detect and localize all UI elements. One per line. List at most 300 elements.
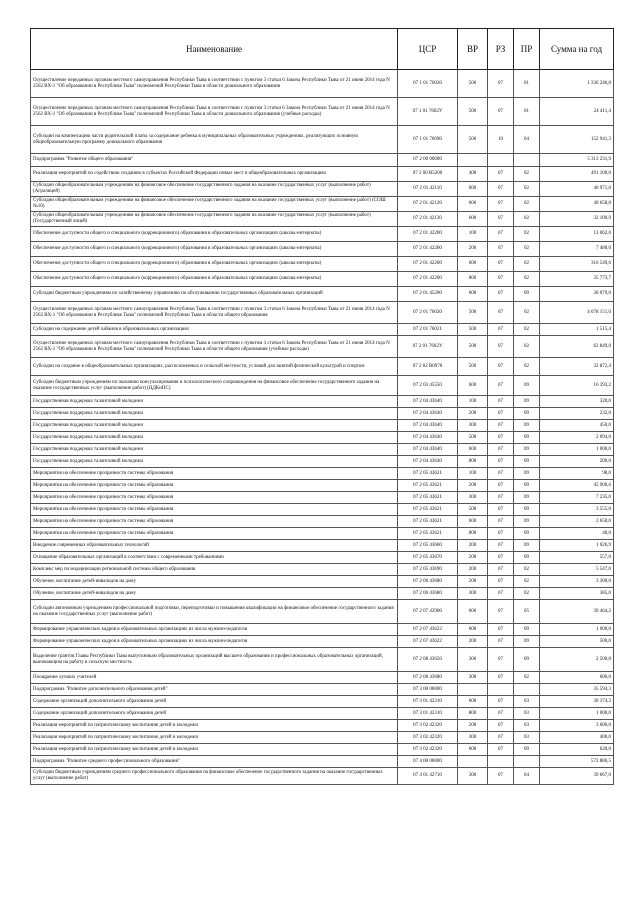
cell-sum: 400,0 (540, 732, 614, 744)
cell-csr: 07 2 02 R0970 (398, 358, 458, 376)
cell-sum: 7 480,0 (540, 242, 614, 257)
table-row (31, 684, 614, 696)
cell-pr: 02 (514, 302, 540, 324)
cell-csr: 07 2 04 43640 (398, 432, 458, 444)
cell-name: Реализация мероприятий по патриотическому воспитанию детей и молодежи (31, 744, 398, 756)
cell-pr: 01 (514, 98, 540, 126)
cell-sum: 5 547,0 (540, 564, 614, 576)
cell-csr: 07 2 01 42130 (398, 212, 458, 227)
cell-pr (514, 684, 540, 696)
cell-csr: 07 2 00 00000 (398, 154, 458, 167)
cell-csr: 07 3 02 42320 (398, 720, 458, 732)
cell-vr: 300 (458, 768, 488, 785)
cell-csr: 07 2 06 43680 (398, 588, 458, 600)
cell-name: Внедрение современных образовательных технологий (31, 540, 398, 552)
cell-rz: 07 (488, 197, 514, 212)
cell-name: Субсидии бюджетным учреждениям по хозяйственному управлению по обслуживанию государственных образовательных организаций (31, 287, 398, 302)
cell-csr: 07 2 05 43621 (398, 468, 458, 480)
cell-csr: 07 2 01 76021 (398, 324, 458, 336)
cell-vr: 600 (458, 696, 488, 708)
cell-vr: 600 (458, 212, 488, 227)
cell-pr: 02 (514, 324, 540, 336)
cell-csr: 07 1 01 76090 (398, 126, 458, 154)
cell-vr: 600 (458, 516, 488, 528)
cell-pr: 02 (514, 242, 540, 257)
cell-rz: 07 (488, 492, 514, 504)
cell-rz: 07 (488, 624, 514, 636)
cell-csr: 07 2 05 43621 (398, 480, 458, 492)
cell-rz: 07 (488, 564, 514, 576)
cell-name: Выделение грантов Главы Республики Тыва выпускникам образовательных организаций высшего образования и профессиональных образовательных организаций, выезжающим на работу в сельскую местность (31, 648, 398, 672)
cell-name: Субсидии автономным учреждениям профессиональной подготовки, переподготовки и повышения квалификации на финансовое обеспечение государственного задания на оказание государственных услуг (выполнение работ) (31, 600, 398, 624)
cell-sum: 200,0 (540, 456, 614, 468)
cell-pr: 02 (514, 182, 540, 197)
cell-vr: 800 (458, 528, 488, 540)
cell-name: Реализация мероприятий по патриотическому воспитанию детей и молодежи (31, 732, 398, 744)
cell-sum: 36 079,0 (540, 287, 614, 302)
cell-sum: 62 849,0 (540, 336, 614, 358)
cell-csr: 07 2 08 43650 (398, 648, 458, 672)
cell-rz: 07 (488, 588, 514, 600)
cell-csr: 07 4 01 42710 (398, 768, 458, 785)
cell-pr: 09 (514, 396, 540, 408)
cell-vr: 600 (458, 444, 488, 456)
cell-sum: 620,0 (540, 744, 614, 756)
cell-csr: 07 2 01 45200 (398, 287, 458, 302)
header-pr: ПР (514, 29, 540, 70)
cell-pr: 09 (514, 287, 540, 302)
cell-vr: 600 (458, 376, 488, 396)
header-vr: ВР (458, 29, 488, 70)
cell-name: Осуществление переданных органам местного самоуправления Республики Тыва в соответствии с пунктом 3 статьи 6 Закона Республики Тыва от 21 июня 2014 года N 2562 ВХ-1 "Об образовании в Республике Тыва" полномочий Республики Тыва в области общего образования (учебные расходы) (31, 336, 398, 358)
cell-name: Мероприятия на обеспечение прозрачности системы образования (31, 504, 398, 516)
cell-pr: 04 (514, 768, 540, 785)
cell-csr: 07 2 08 43680 (398, 672, 458, 684)
cell-pr: 09 (514, 492, 540, 504)
table-row (31, 182, 614, 197)
cell-sum: 557,0 (540, 552, 614, 564)
cell-vr: 600 (458, 182, 488, 197)
cell-pr (514, 154, 540, 167)
cell-csr: 07 3 00 00000 (398, 684, 458, 696)
table-row (31, 212, 614, 227)
cell-rz: 07 (488, 768, 514, 785)
cell-sum: 2 094,0 (540, 432, 614, 444)
cell-pr: 03 (514, 720, 540, 732)
cell-pr: 09 (514, 636, 540, 648)
cell-vr: 200 (458, 564, 488, 576)
cell-name: Подпрограмма "Развитие дополнительного образования детей" (31, 684, 398, 696)
cell-pr: 09 (514, 624, 540, 636)
cell-csr: 07 2 05 43690 (398, 564, 458, 576)
cell-csr: 07 2 05 43621 (398, 492, 458, 504)
cell-rz (488, 154, 514, 167)
cell-rz: 07 (488, 242, 514, 257)
cell-sum: 1 026,9 (540, 540, 614, 552)
cell-vr: 200 (458, 408, 488, 420)
cell-csr: 07 2 04 43640 (398, 444, 458, 456)
cell-pr: 09 (514, 540, 540, 552)
cell-rz: 07 (488, 744, 514, 756)
cell-rz: 07 (488, 336, 514, 358)
table-row (31, 648, 614, 672)
cell-name: Субсидии общеобразовательным учреждениям на финансовое обеспечение государственного задания на оказание государственных услуг (выполнение работ) (Агролицей) (31, 182, 398, 197)
cell-csr: 07 4 00 00000 (398, 756, 458, 768)
cell-vr: 500 (458, 504, 488, 516)
cell-rz: 07 (488, 98, 514, 126)
cell-name: Субсидии бюджетным учреждениям по оказанию консультирования и психологического сопровождения на финансовое обеспечение государственного задания на оказание государственных услуг (выполнение работ) (ЦДКиПС) (31, 376, 398, 396)
table-row (31, 272, 614, 287)
cell-sum: 30 464,2 (540, 600, 614, 624)
cell-pr: 03 (514, 708, 540, 720)
table-row (31, 420, 614, 432)
cell-vr: 800 (458, 272, 488, 287)
cell-sum: 316 549,6 (540, 257, 614, 272)
cell-csr: 07 3 02 42320 (398, 732, 458, 744)
cell-name: Формирование управленческих кадров в образовательных организациях из числа мужчин-педагогов (31, 624, 398, 636)
cell-vr: 100 (458, 396, 488, 408)
cell-pr: 02 (514, 588, 540, 600)
cell-rz: 07 (488, 696, 514, 708)
table-row (31, 444, 614, 456)
cell-sum: 2 500,0 (540, 648, 614, 672)
table-row (31, 302, 614, 324)
cell-rz: 07 (488, 272, 514, 287)
table-row (31, 720, 614, 732)
cell-sum: 3 300,0 (540, 576, 614, 588)
cell-rz: 07 (488, 480, 514, 492)
cell-sum: 152 941,3 (540, 126, 614, 154)
cell-rz: 07 (488, 227, 514, 242)
cell-csr: 07 2 01 42200 (398, 242, 458, 257)
cell-vr: 200 (458, 480, 488, 492)
cell-csr: 07 2 01 7602У (398, 336, 458, 358)
cell-sum: 24 411,4 (540, 98, 614, 126)
cell-csr: 07 1 01 7602У (398, 98, 458, 126)
cell-csr: 07 2 07 42900 (398, 600, 458, 624)
table-row (31, 576, 614, 588)
cell-rz: 07 (488, 708, 514, 720)
cell-csr: 07 2 07 43622 (398, 636, 458, 648)
cell-sum: 35 773,7 (540, 272, 614, 287)
cell-name: Государственная поддержка талантливой молодежи (31, 408, 398, 420)
cell-sum: 572 886,5 (540, 756, 614, 768)
cell-vr: 200 (458, 576, 488, 588)
cell-name: Реализация мероприятий по патриотическому воспитанию детей и молодежи (31, 720, 398, 732)
cell-csr: 07 2 05 43621 (398, 528, 458, 540)
cell-rz: 10 (488, 126, 514, 154)
cell-name: Подпрограмма "Развитие общего образования" (31, 154, 398, 167)
cell-pr: 09 (514, 552, 540, 564)
header-name: Наименование (31, 29, 398, 70)
table-row (31, 167, 614, 182)
cell-pr: 09 (514, 516, 540, 528)
cell-name: Государственная поддержка талантливой молодежи (31, 456, 398, 468)
cell-vr (458, 154, 488, 167)
cell-sum: 35 594,3 (540, 684, 614, 696)
cell-rz: 07 (488, 212, 514, 227)
cell-name: Государственная поддержка талантливой молодежи (31, 432, 398, 444)
cell-name: Субсидии на содержание детей чабанов в образовательных организациях (31, 324, 398, 336)
table-row (31, 324, 614, 336)
cell-pr: 02 (514, 358, 540, 376)
table-row (31, 564, 614, 576)
cell-pr: 02 (514, 672, 540, 684)
header-csr: ЦСР (398, 29, 458, 70)
table-row (31, 588, 614, 600)
cell-vr: 300 (458, 732, 488, 744)
table-row (31, 126, 614, 154)
cell-name: Мероприятия на обеспечение прозрачности системы образования (31, 468, 398, 480)
cell-vr: 300 (458, 672, 488, 684)
cell-sum: 48,0 (540, 528, 614, 540)
cell-vr (458, 756, 488, 768)
cell-pr: 09 (514, 744, 540, 756)
table-row (31, 600, 614, 624)
cell-sum: 385,0 (540, 588, 614, 600)
cell-csr: 07 2 04 43640 (398, 408, 458, 420)
cell-vr: 300 (458, 420, 488, 432)
cell-name: Обеспечение доступности общего и специального (коррекционного) образования в образовательных организациях (школы-интернаты) (31, 272, 398, 287)
cell-pr: 09 (514, 420, 540, 432)
table-row (31, 636, 614, 648)
cell-sum: 4 078 151,0 (540, 302, 614, 324)
table-row (31, 504, 614, 516)
table-row (31, 242, 614, 257)
cell-csr: 07 2 05 43660 (398, 540, 458, 552)
table-row (31, 756, 614, 768)
cell-vr: 100 (458, 468, 488, 480)
cell-sum: 1 000,0 (540, 444, 614, 456)
cell-sum: 7 235,0 (540, 492, 614, 504)
cell-sum: 40 658,0 (540, 197, 614, 212)
cell-rz: 07 (488, 648, 514, 672)
cell-sum: 45 900,6 (540, 480, 614, 492)
cell-rz: 07 (488, 672, 514, 684)
cell-csr: 07 2 06 43680 (398, 576, 458, 588)
cell-vr: 500 (458, 126, 488, 154)
cell-pr: 02 (514, 212, 540, 227)
cell-csr: 07 3 01 42310 (398, 696, 458, 708)
cell-csr: 07 3 01 42310 (398, 708, 458, 720)
cell-csr: 07 2 01 42110 (398, 182, 458, 197)
cell-rz: 07 (488, 468, 514, 480)
cell-name: Обеспечение доступности общего и специального (коррекционного) образования в образовательных организациях (школы-интернаты) (31, 257, 398, 272)
table-row (31, 358, 614, 376)
cell-rz: 07 (488, 444, 514, 456)
cell-vr: 500 (458, 324, 488, 336)
cell-sum: 40 971,0 (540, 182, 614, 197)
cell-rz: 07 (488, 504, 514, 516)
cell-sum: 13 062,0 (540, 227, 614, 242)
cell-name: Реализация мероприятий по содействию созданию в субъектах Российской Федерации новых мест в общеобразовательных организациях (31, 167, 398, 182)
cell-rz: 07 (488, 376, 514, 396)
cell-csr: 07 3 02 42320 (398, 744, 458, 756)
cell-sum: 232,0 (540, 408, 614, 420)
cell-rz (488, 756, 514, 768)
cell-name: Оснащение образовательных организаций в соответствии с современными требованиями (31, 552, 398, 564)
table-row (31, 708, 614, 720)
cell-csr: 07 2 00 R5200 (398, 167, 458, 182)
cell-name: Субсидии общеобразовательным учреждениям на финансовое обеспечение государственного задания на оказание государственных услуг (выполнение работ) (СОШ №10) (31, 197, 398, 212)
table-row (31, 432, 614, 444)
cell-pr: 09 (514, 480, 540, 492)
cell-vr: 500 (458, 70, 488, 98)
cell-pr: 02 (514, 272, 540, 287)
table-row (31, 480, 614, 492)
cell-vr: 300 (458, 492, 488, 504)
cell-pr: 09 (514, 528, 540, 540)
header-rz: РЗ (488, 29, 514, 70)
cell-csr: 07 2 01 42200 (398, 272, 458, 287)
cell-rz: 07 (488, 408, 514, 420)
table-row (31, 768, 614, 785)
cell-name: Субсидии общеобразовательным учреждениям на финансовое обеспечение государственного задания на оказание государственных услуг (выполнение работ) (Государственный лицей) (31, 212, 398, 227)
table-row (31, 227, 614, 242)
cell-name: Осуществление переданных органам местного самоуправления Республики Тыва в соответствии с пунктом 3 статьи 6 Закона Республики Тыва от 21 июня 2014 года N 2562 ВХ-1 "Об образовании в Республике Тыва" полномочий Республики Тыва в области общего образования (31, 302, 398, 324)
cell-pr: 05 (514, 600, 540, 624)
cell-sum: 600,0 (540, 672, 614, 684)
table-row (31, 696, 614, 708)
cell-pr: 02 (514, 576, 540, 588)
cell-pr: 09 (514, 504, 540, 516)
cell-pr: 09 (514, 468, 540, 480)
cell-vr: 200 (458, 552, 488, 564)
table-row (31, 744, 614, 756)
table-row (31, 154, 614, 167)
cell-pr: 09 (514, 648, 540, 672)
cell-vr: 200 (458, 242, 488, 257)
cell-pr: 09 (514, 432, 540, 444)
cell-vr: 500 (458, 302, 488, 324)
cell-vr: 500 (458, 432, 488, 444)
table-row (31, 98, 614, 126)
cell-rz: 07 (488, 600, 514, 624)
cell-sum: 1 000,0 (540, 624, 614, 636)
cell-name: Осуществление переданных органам местного самоуправления Республики Тыва в соответствии с пунктом 3 статьи 6 Закона Республики Тыва от 21 июня 2014 года N 2562 ВХ-1 "Об образовании в Республике Тыва" полномочий Республики Тыва в области дошкольного образования (учебные расходы) (31, 98, 398, 126)
cell-name: Мероприятия на обеспечение прозрачности системы образования (31, 528, 398, 540)
table-row (31, 528, 614, 540)
cell-vr: 400 (458, 167, 488, 182)
table-row (31, 516, 614, 528)
cell-sum: 39 667,0 (540, 768, 614, 785)
cell-vr: 600 (458, 197, 488, 212)
cell-vr: 200 (458, 636, 488, 648)
cell-pr: 03 (514, 696, 540, 708)
cell-csr: 07 2 04 43640 (398, 396, 458, 408)
cell-sum: 1 336 246,0 (540, 70, 614, 98)
cell-vr: 300 (458, 588, 488, 600)
cell-name: Мероприятия на обеспечение прозрачности системы образования (31, 516, 398, 528)
cell-name: Подпрограмма "Развитие среднего профессионального образования" (31, 756, 398, 768)
cell-pr: 01 (514, 70, 540, 98)
table-row (31, 540, 614, 552)
cell-pr: 02 (514, 257, 540, 272)
table-row (31, 732, 614, 744)
cell-rz: 07 (488, 732, 514, 744)
cell-sum: 98,0 (540, 468, 614, 480)
cell-sum: 500,0 (540, 636, 614, 648)
cell-csr: 07 2 03 45550 (398, 376, 458, 396)
budget-table-container (30, 28, 613, 785)
table-row (31, 672, 614, 684)
cell-csr: 07 2 01 42200 (398, 257, 458, 272)
cell-vr: 500 (458, 336, 488, 358)
cell-name: Мероприятия на обеспечение прозрачности системы образования (31, 492, 398, 504)
cell-pr: 02 (514, 564, 540, 576)
table-row (31, 552, 614, 564)
cell-name: Обучение, воспитание детей-инвалидов на дому (31, 588, 398, 600)
table-row (31, 197, 614, 212)
cell-sum: 3 600,0 (540, 720, 614, 732)
cell-sum: 1 000,0 (540, 708, 614, 720)
cell-rz: 07 (488, 636, 514, 648)
cell-csr: 07 2 05 43621 (398, 516, 458, 528)
cell-name: Обеспечение доступности общего и специального (коррекционного) образования в образовательных организациях (школы-интернаты) (31, 242, 398, 257)
cell-vr: 800 (458, 708, 488, 720)
cell-sum: 32 100,9 (540, 212, 614, 227)
cell-rz: 07 (488, 302, 514, 324)
cell-rz: 07 (488, 720, 514, 732)
table-body (31, 70, 614, 785)
cell-pr (514, 756, 540, 768)
header-sum: Сумма на год (540, 29, 614, 70)
cell-csr: 07 2 01 76020 (398, 302, 458, 324)
table-row (31, 376, 614, 396)
cell-csr: 07 2 05 43621 (398, 504, 458, 516)
cell-csr: 07 2 07 43622 (398, 624, 458, 636)
cell-vr: 500 (458, 98, 488, 126)
table-row (31, 336, 614, 358)
cell-rz: 07 (488, 396, 514, 408)
cell-pr: 09 (514, 444, 540, 456)
cell-vr: 200 (458, 720, 488, 732)
cell-vr: 300 (458, 648, 488, 672)
cell-rz: 07 (488, 528, 514, 540)
cell-csr: 07 2 05 43670 (398, 552, 458, 564)
cell-csr: 07 2 04 43640 (398, 456, 458, 468)
table-row (31, 257, 614, 272)
cell-vr: 500 (458, 358, 488, 376)
cell-vr: 800 (458, 456, 488, 468)
cell-vr: 600 (458, 624, 488, 636)
table-row (31, 70, 614, 98)
table-row (31, 468, 614, 480)
cell-rz: 07 (488, 456, 514, 468)
cell-rz: 07 (488, 432, 514, 444)
cell-name: Субсидии бюджетным учреждениям среднего профессионального образования на финансовое обеспечение государственного задания на оказание государственных услуг (выполнение работ) (31, 768, 398, 785)
cell-vr: 600 (458, 287, 488, 302)
cell-vr: 600 (458, 257, 488, 272)
header-row (31, 29, 614, 70)
cell-sum: 320,0 (540, 396, 614, 408)
cell-csr: 07 1 01 76020 (398, 70, 458, 98)
cell-vr: 600 (458, 600, 488, 624)
budget-table (30, 28, 614, 785)
cell-csr: 07 2 01 42120 (398, 197, 458, 212)
cell-sum: 1 515,4 (540, 324, 614, 336)
cell-rz: 07 (488, 358, 514, 376)
cell-name: Осуществление переданных органам местного самоуправления Республики Тыва в соответствии с пунктом 3 статьи 6 Закона Республики Тыва от 21 июня 2014 года N 2562 ВХ-1 "Об образовании в Республике Тыва" полномочий Республики Тыва в области дошкольного образования (31, 70, 398, 98)
cell-rz: 07 (488, 257, 514, 272)
cell-pr: 09 (514, 408, 540, 420)
cell-rz (488, 684, 514, 696)
cell-pr: 02 (514, 197, 540, 212)
cell-name: Государственная поддержка талантливой молодежи (31, 396, 398, 408)
cell-rz: 07 (488, 324, 514, 336)
cell-name: Государственная поддержка талантливой молодежи (31, 420, 398, 432)
cell-csr: 07 2 04 43640 (398, 420, 458, 432)
